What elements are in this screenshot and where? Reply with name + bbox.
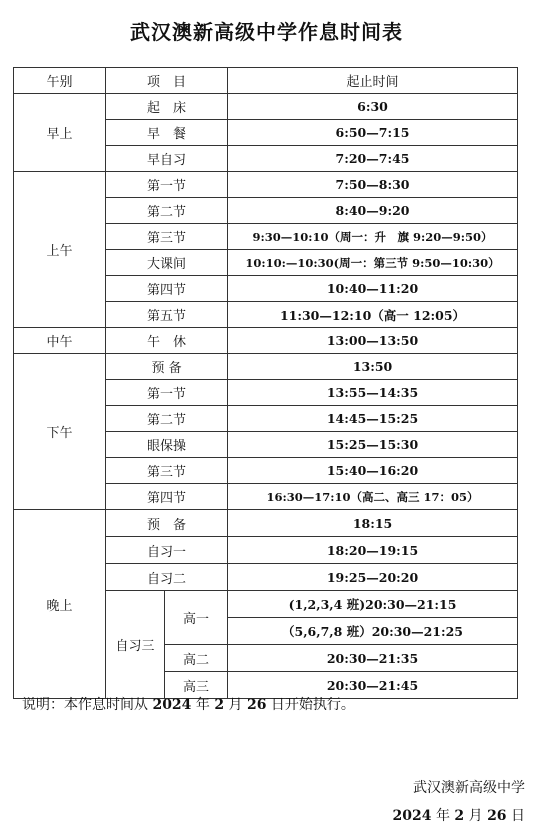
row-item: 早 餐: [106, 120, 228, 146]
row-item: 起 床: [106, 94, 228, 120]
table-row: [14, 510, 518, 537]
row-time: 7:50—8:30: [228, 172, 518, 198]
row-item: 第三节: [106, 458, 228, 484]
row-time: 11:30—12:10（高一 12:05）: [228, 302, 518, 328]
row-time: 7:20—7:45: [228, 146, 518, 172]
row-time: 16:30—17:10（高二、高三 17：05）: [228, 484, 518, 510]
row-time: 8:40—9:20: [228, 198, 518, 224]
signature-d: 日: [511, 808, 525, 824]
row-item: 预 备: [106, 354, 228, 380]
row-item: 第二节: [106, 198, 228, 224]
row-time: 18:20—19:15: [228, 537, 518, 564]
row-item: 预 备: [106, 510, 228, 537]
row-time: 14:45—15:25: [228, 406, 518, 432]
signature-date: [393, 805, 525, 825]
row-time: 13:50: [228, 354, 518, 380]
row-time: 15:40—16:20: [228, 458, 518, 484]
row-item: 自习一: [106, 537, 228, 564]
note-suffix: 日开始执行。: [270, 697, 355, 713]
header-item: 项 目: [106, 68, 228, 94]
row-time: 10:40—11:20: [228, 276, 518, 302]
row-item: 午 休: [106, 328, 228, 354]
study3-g1-label: 高一: [165, 591, 228, 645]
row-item: 第二节: [106, 406, 228, 432]
signature-school: 武汉澳新高级中学: [413, 780, 525, 796]
header-period: 午别: [14, 68, 106, 94]
note-prefix: 说明：本作息时间从: [22, 697, 148, 713]
period-morning: 早上: [14, 94, 106, 172]
table-row: [14, 328, 518, 354]
row-time: 6:50—7:15: [228, 120, 518, 146]
row-time: 6:30: [228, 94, 518, 120]
effective-note: [22, 694, 355, 714]
row-item: 眼保操: [106, 432, 228, 458]
row-item: 第四节: [106, 484, 228, 510]
note-year: 2024: [152, 697, 192, 713]
row-time: 13:55—14:35: [228, 380, 518, 406]
study3-label: 自习三: [106, 591, 165, 699]
page-title: 武汉澳新高级中学作息时间表: [130, 20, 403, 44]
schedule-table: [13, 67, 518, 699]
table-row: [14, 354, 518, 380]
study3-g2-label: 高二: [165, 645, 228, 672]
signature-m: 月: [468, 808, 483, 824]
period-noon: 中午: [14, 328, 106, 354]
table-row: [14, 172, 518, 198]
row-time: 19:25—20:20: [228, 564, 518, 591]
signature-year: 2024: [392, 808, 432, 824]
study3-g1-time-a: (1,2,3,4 班)20:30—21:15: [228, 591, 518, 618]
table-row: [14, 94, 518, 120]
period-evening: 晚上: [14, 510, 106, 699]
note-day: 26: [246, 697, 267, 713]
row-time: 9:30—10:10（周一：升 旗 9:20—9:50）: [228, 224, 518, 250]
signature-month: 2: [454, 808, 465, 824]
signature-y: 年: [435, 808, 450, 824]
row-time: 10:10:—10:30(周一：第三节 9:50—10:30）: [228, 250, 518, 276]
row-item: 第三节: [106, 224, 228, 250]
study3-g3-label: 高三: [165, 672, 228, 699]
note-y: 年: [195, 697, 210, 713]
note-month: 2: [214, 697, 225, 713]
row-time: 13:00—13:50: [228, 328, 518, 354]
row-time: 18:15: [228, 510, 518, 537]
study3-g1-time-b: （5,6,7,8 班）20:30—21:25: [228, 618, 518, 645]
header-time: 起止时间: [228, 68, 518, 94]
row-item: 自习二: [106, 564, 228, 591]
row-item: 大课间: [106, 250, 228, 276]
row-item: 第五节: [106, 302, 228, 328]
row-item: 早自习: [106, 146, 228, 172]
row-time: 15:25—15:30: [228, 432, 518, 458]
note-m: 月: [228, 697, 243, 713]
row-item: 第一节: [106, 380, 228, 406]
study3-g2-time: 20:30—21:35: [228, 645, 518, 672]
period-afternoon: 下午: [14, 354, 106, 510]
period-forenoon: 上午: [14, 172, 106, 328]
row-item: 第四节: [106, 276, 228, 302]
row-item: 第一节: [106, 172, 228, 198]
table-header-row: [14, 68, 518, 94]
study3-g3-time: 20:30—21:45: [228, 672, 518, 699]
signature-day: 26: [487, 808, 507, 824]
